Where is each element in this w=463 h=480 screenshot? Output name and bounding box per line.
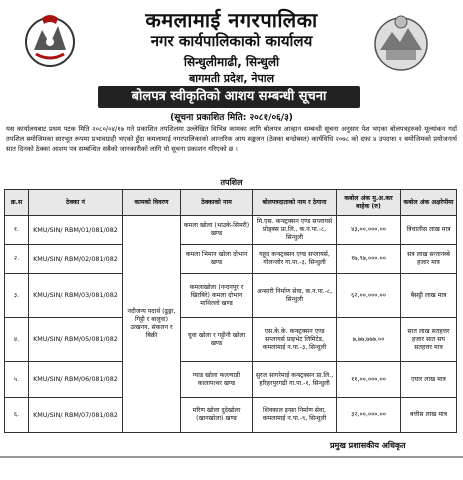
notice-title: बोलपत्र स्वीकृतिको आशय सम्बन्धी सूचना — [98, 86, 360, 108]
province-country: बागमती प्रदेश, नेपाल — [188, 72, 275, 85]
table-row — [5, 318, 457, 362]
row-sn: ५. — [5, 362, 29, 398]
office-name: नगर कार्यपालिकाको कार्यालय — [150, 32, 313, 50]
table-subtitle: तपशिल — [220, 178, 243, 187]
row-amount-words: एघार लाख मात्र — [401, 362, 457, 398]
row-contract-name: कमला भिमान खोला दोभान खण्ड — [181, 245, 253, 274]
row-amount-words: त्रिचालीस लाख मात्र — [401, 216, 457, 245]
col-header-amount: कबोल अंक मु.अ.कर बाहेक (रु) — [337, 190, 401, 216]
intro-paragraph: यस कार्यालयबाट प्रथम पटक मिति २०८०/०४/१७ गते प्रकाशित तपशिलमा उल्लेखित विभिन्न कामका लागि बोलपत्र आव्हान सम्बन्धी सूचना अनुसार पेश भएका बोलपत्रहरुको मूल्यांकन गर्दा तपशिल बमोजिमका सारभूत रूपमा प्रभावग्राही भएको हुँदा कमलामाई नगरपालिकाको आन्तरिक आय सङ्कलन (ठेक्का बन्दोबस्त) कार्यविधि २०७८ को दफा ४ उपदफा १ बमोजिमको प्रयोजनार्थ सात दिनको ठेक्का आशय पत्र सम्बन्धित सबैको जानकारीको लागि यो सूचना प्रकाशन गरिएको छ । — [6, 125, 457, 153]
signatory-title: प्रमुख प्रशासकीय अधिकृत — [330, 441, 406, 450]
row-sn: १. — [5, 216, 29, 245]
col-header-amount-words: कबोल अंक अक्षरेपीमा — [401, 190, 457, 216]
row-contract-name: ग्याड खोला फल्ल्याडी कालापत्थर खण्ड — [181, 362, 253, 398]
row-amount: १७,९७,०००.०० — [337, 245, 401, 274]
row-amount-words: बैसट्ठी लाख मात्र — [401, 274, 457, 318]
row-bidder: एस.के.के. कन्स्ट्रक्सन एण्ड सप्लायर्स प्राइभेट लिमिटेड, कमलामाई न.पा.-३, सिन्धुली — [253, 318, 337, 362]
row-amount: ३२,००,०००.०० — [337, 398, 401, 433]
row-contract-no: KMU/SIN/ RBM/02/081/082 — [29, 245, 123, 274]
row-sn: ६. — [5, 398, 29, 433]
table-row — [5, 274, 457, 318]
contract-table — [4, 189, 457, 433]
work-description: नदीजन्य पदार्थ (ढुङ्गा, गिट्टी र बालुवा) उत्खनन, संकलन र बिक्री — [123, 216, 181, 433]
row-amount: ४३,००,०००.०० — [337, 216, 401, 245]
municipality-logo-icon — [372, 10, 430, 74]
row-sn: २. — [5, 245, 29, 274]
row-contract-name: चुवा खोला र गट्टीनी खोला खण्ड — [181, 318, 253, 362]
row-contract-name: मरिण खोला दुदेखोला (खानखोला) खण्ड — [181, 398, 253, 433]
row-sn: ४. — [5, 318, 29, 362]
row-amount: ६२,००,०००.०० — [337, 274, 401, 318]
row-contract-no: KMU/SIN/ RBM/07/081/082 — [29, 398, 123, 433]
col-header-bidder: बोलपत्रदाताको नाम र ठेगाना — [253, 190, 337, 216]
row-contract-no: KMU/SIN/ RBM/06/081/082 — [29, 362, 123, 398]
row-amount: ११,००,०००.०० — [337, 362, 401, 398]
row-amount: ७,७७,७७७.०० — [337, 318, 401, 362]
table-header-row — [5, 190, 457, 216]
row-sn: ३. — [5, 274, 29, 318]
col-header-work: कामको विवरण — [123, 190, 181, 216]
row-bidder: शिवकाल इन्फ्रा निर्माण सेवा, कमलामाई न.पा.-९, सिन्धुली — [253, 398, 337, 433]
row-contract-name: कमलाखोला (नन्दनपुर र खिरबिरे) कमला दोभान माथिल्लो खण्ड — [181, 274, 253, 318]
row-contract-no: KMU/SIN/ RBM/01/081/082 — [29, 216, 123, 245]
office-location: सिन्धुलीमाढी, सिन्धुली — [183, 55, 280, 69]
row-contract-name: कमला खोला (भाउके-सिमरी) खण्ड — [181, 216, 253, 245]
bottom-divider — [0, 456, 463, 458]
row-bidder: यहूद कन्स्ट्रक्सन एण्ड सप्लायर्स, गोलन्जोर गा.पा.-३, सिन्धुली — [253, 245, 337, 274]
row-contract-no: KMU/SIN/ RBM/03/081/082 — [29, 274, 123, 318]
table-row — [5, 398, 457, 433]
row-amount-words: बत्तीस लाख मात्र — [401, 398, 457, 433]
row-bidder: अन्सारी निर्माण सेवा, क.न.पा.-८, सिन्धुली — [253, 274, 337, 318]
published-date: (सूचना प्रकाशित मिति: २०८१/०६/३) — [170, 113, 293, 123]
col-header-sn: क्र.स — [5, 190, 29, 216]
municipality-name: कमलामाई नगरपालिका — [145, 8, 318, 32]
row-bidder: मि.एस. कन्स्ट्रक्सन एण्ड सप्लायर्स प्रोड्क्स प्रा.लि., क.न.पा.-८, सिन्धुली — [253, 216, 337, 245]
row-contract-no: KMU/SIN/ RBM/05/081/082 — [29, 318, 123, 362]
table-row — [5, 245, 457, 274]
col-header-contract-name: ठेक्काको नाम — [181, 190, 253, 216]
letterhead — [0, 0, 463, 123]
col-header-contract-no: ठेक्का नं — [29, 190, 123, 216]
row-amount-words: सात लाख सतहत्तर हजार सात सय सतहत्तर मात्र — [401, 318, 457, 362]
row-bidder: सुरज सागरेमाई कन्स्ट्रक्सन प्रा.लि., हरिहरपुरगढी गा.पा.-१, सिन्धुली — [253, 362, 337, 398]
row-amount-words: सत्र लाख सन्तानब्बे हजार मात्र — [401, 245, 457, 274]
table-row — [5, 362, 457, 398]
table-row — [5, 216, 457, 245]
